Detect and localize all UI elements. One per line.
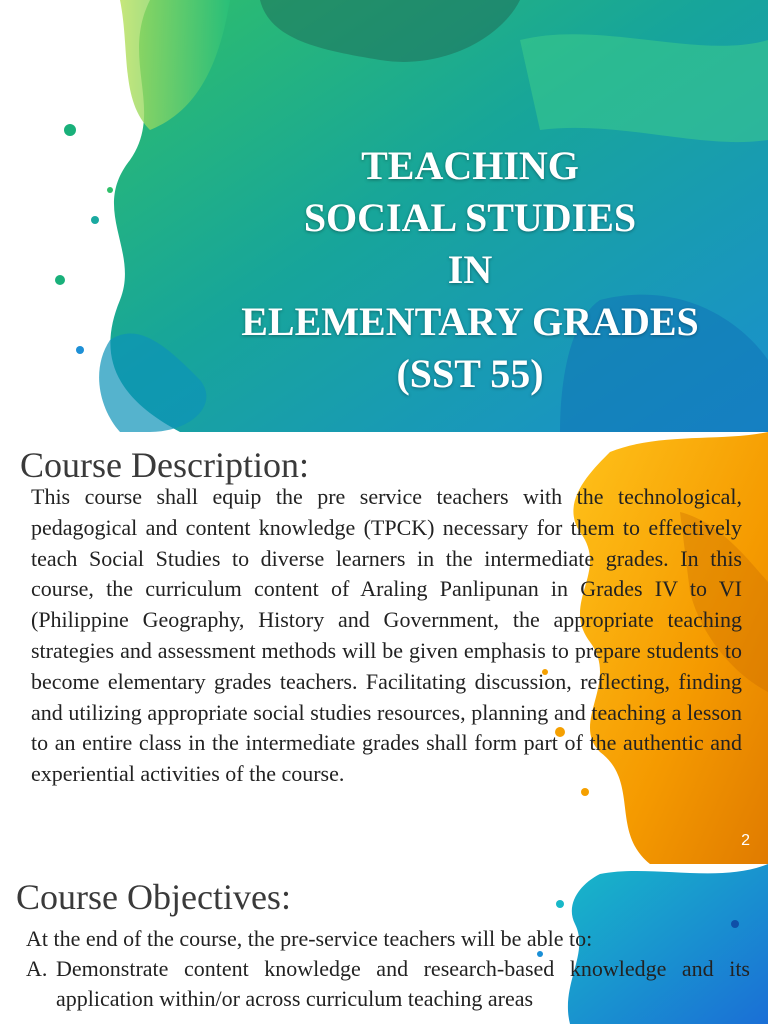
title-line: ELEMENTARY GRADES	[241, 299, 699, 344]
item-text: Demonstrate content knowledge and research-based knowledge and its application within/or across curriculum teaching areas	[56, 956, 750, 1011]
objectives-intro: At the end of the course, the pre-service teachers will be able to:	[26, 926, 593, 951]
section-heading: Course Description:	[20, 445, 309, 485]
page-number: 2	[741, 832, 750, 849]
title-line: TEACHING	[361, 143, 579, 188]
slide-title	[150, 140, 768, 400]
title-slide	[0, 0, 768, 432]
title-line: (SST 55)	[396, 351, 544, 396]
section-heading: Course Objectives:	[16, 877, 291, 917]
objectives-list	[26, 924, 750, 1014]
item-letter: A.	[26, 956, 48, 981]
course-description-slide	[0, 432, 768, 864]
title-line: IN	[447, 247, 493, 292]
title-line: SOCIAL STUDIES	[303, 195, 637, 240]
course-description-text: This course shall equip the pre service teachers with the technological, pedagogical and content knowledge (TPCK) necessary for them to effectively teach Social Studies to diverse learners in the intermediate grades. In this course, the curriculum content of Araling Panlipunan in Grades IV to VI (Philippine Geography, History and Government, the appropriate teaching strategies and assessment methods will be given emphasis to prepare students to become elementary grades teachers. Facilitating discussion, reflecting, finding and utilizing appropriate social studies resources, planning and teaching a lesson to an entire class in the intermediate grades shall form part of the authentic and experiential activities of the course.	[31, 484, 742, 787]
course-objectives-slide	[0, 864, 768, 1024]
list-item	[26, 954, 750, 1014]
